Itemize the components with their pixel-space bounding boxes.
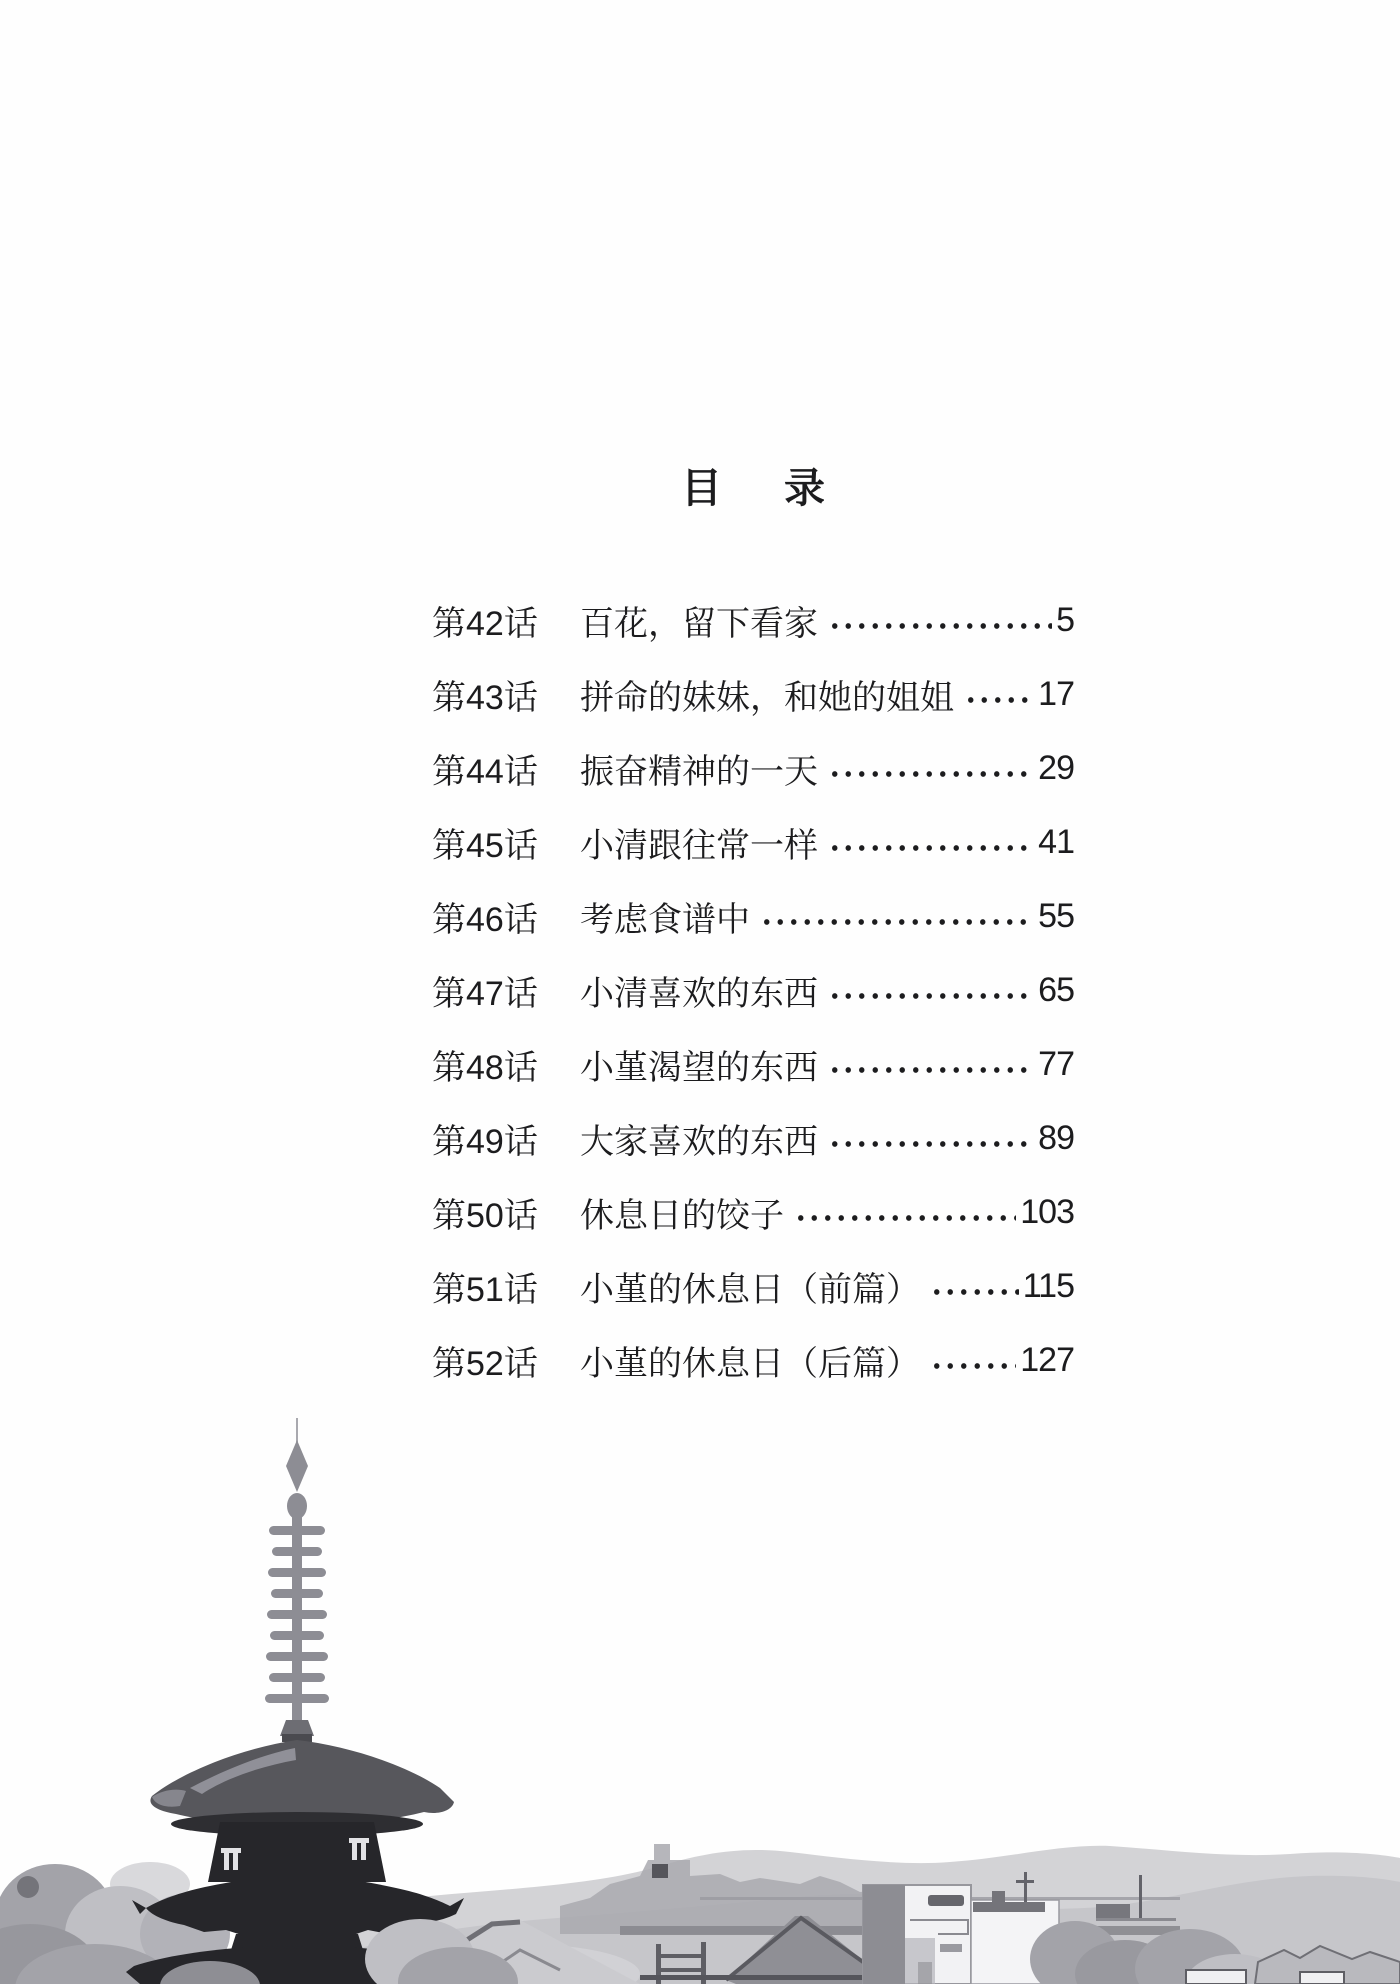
chapter-number: 第45话 [432, 826, 538, 865]
toc-entry [432, 731, 1074, 805]
page-number: 17 [1038, 674, 1074, 713]
entry-title: 小堇的休息日（前篇） [580, 1270, 920, 1309]
toc-entry [432, 953, 1074, 1027]
toc-entry [432, 657, 1074, 731]
entry-title: 大家喜欢的东西 [580, 1122, 818, 1161]
toc-entry [432, 805, 1074, 879]
chapter-number: 第49话 [432, 1122, 538, 1161]
utility-pole [1139, 1875, 1142, 1920]
entry-title: 小清跟往常一样 [580, 826, 818, 865]
dot-leader [828, 1101, 1034, 1175]
entry-title: 考虑食谱中 [580, 900, 750, 939]
dot-leader [964, 657, 1034, 731]
chapter-number: 第42话 [432, 604, 538, 643]
tree-berry-blob [17, 1876, 39, 1898]
dot-leader [930, 1323, 1016, 1397]
dot-leader [828, 805, 1034, 879]
entry-title: 小堇的休息日（后篇） [580, 1344, 920, 1383]
toc-entry [432, 1175, 1074, 1249]
pagoda-spire [265, 1418, 329, 1742]
page-title-char-2: 录 [784, 465, 825, 511]
chimney-window [652, 1864, 668, 1878]
entry-title: 拼命的妹妹，和她的姐姐 [580, 678, 954, 717]
toc-entry [432, 1027, 1074, 1101]
toc-entry [432, 1249, 1074, 1323]
page-number: 115 [1022, 1266, 1074, 1305]
dot-leader [930, 1249, 1019, 1323]
dot-leader [828, 1027, 1034, 1101]
page-number: 5 [1056, 600, 1074, 639]
chapter-number: 第46话 [432, 900, 538, 939]
page-number: 103 [1020, 1192, 1074, 1231]
page-number: 127 [1020, 1340, 1074, 1379]
page-number: 55 [1038, 896, 1074, 935]
chapter-number: 第50话 [432, 1196, 538, 1235]
page-number: 77 [1038, 1044, 1074, 1083]
page-number: 29 [1038, 748, 1074, 787]
pagoda [126, 1418, 470, 1984]
page-number: 89 [1038, 1118, 1074, 1157]
chapter-number: 第47话 [432, 974, 538, 1013]
entry-title: 振奋精神的一天 [580, 752, 818, 791]
dot-leader [828, 953, 1034, 1027]
dot-leader [794, 1175, 1016, 1249]
entry-title: 休息日的饺子 [580, 1196, 784, 1235]
antenna [1024, 1872, 1027, 1902]
toc-entry [432, 583, 1074, 657]
pagoda-roof-top [150, 1740, 454, 1836]
chapter-number: 第43话 [432, 678, 538, 717]
toc-entry [432, 879, 1074, 953]
chapter-number: 第44话 [432, 752, 538, 791]
entry-title: 小堇渴望的东西 [580, 1048, 818, 1087]
page-number: 41 [1038, 822, 1074, 861]
chapter-number: 第48话 [432, 1048, 538, 1087]
toc-list [432, 583, 1074, 1397]
chapter-number: 第52话 [432, 1344, 538, 1383]
chapter-number: 第51话 [432, 1270, 538, 1309]
dot-leader [828, 583, 1052, 657]
pagoda-storey-1 [208, 1822, 386, 1882]
page-title-char-1: 目 [681, 465, 722, 511]
chimney [992, 1891, 1005, 1902]
toc-entry [432, 1323, 1074, 1397]
dot-leader [828, 731, 1034, 805]
page-number: 65 [1038, 970, 1074, 1009]
page-title [432, 462, 1074, 514]
entry-title: 百花，留下看家 [580, 604, 818, 643]
dot-leader [760, 879, 1034, 953]
entry-title: 小清喜欢的东西 [580, 974, 818, 1013]
pagoda-illustration [0, 1414, 1400, 1984]
toc-entry [432, 1101, 1074, 1175]
